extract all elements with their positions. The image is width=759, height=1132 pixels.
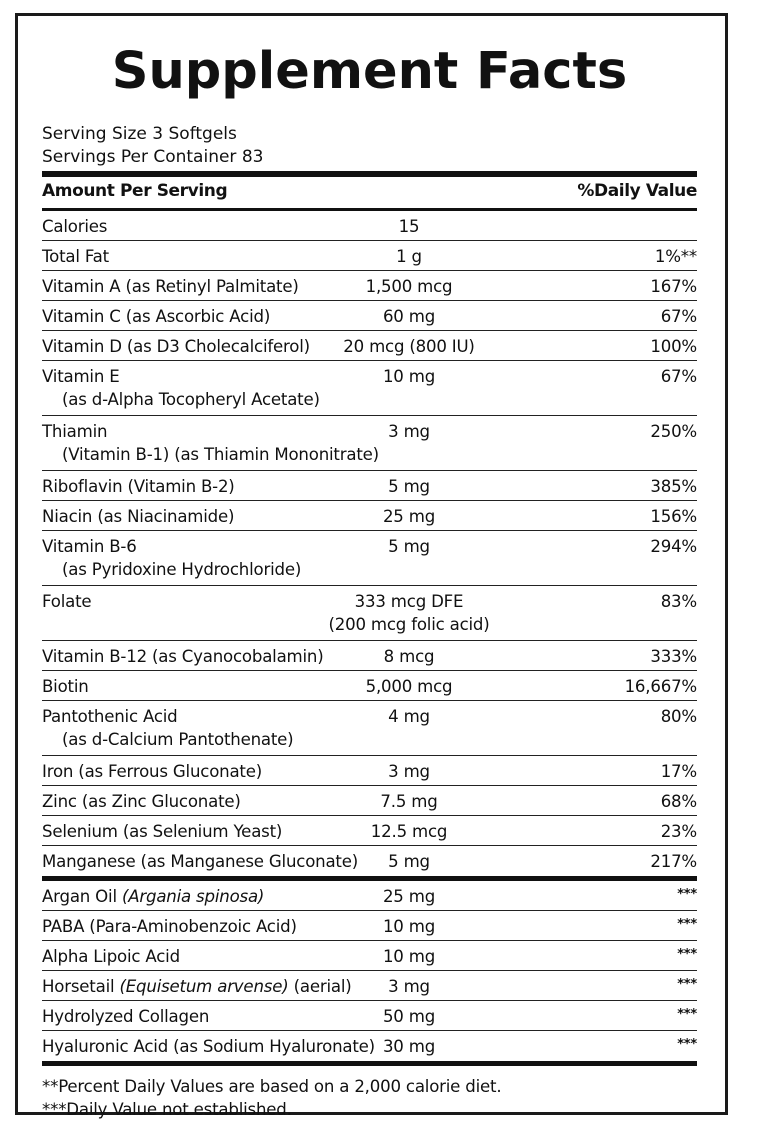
nutrient-amount-main: 5,000 mcg bbox=[365, 677, 453, 696]
nutrient-daily-value: 156% bbox=[650, 507, 697, 526]
nutrient-name-sub: (Vitamin B-1) (as Thiamin Mononitrate) bbox=[62, 445, 379, 464]
ingredient-name-latin: (Equisetum arvense) bbox=[119, 977, 289, 996]
nutrient-amount bbox=[371, 820, 447, 843]
nutrient-daily-value: 100% bbox=[650, 337, 697, 356]
nutrient-amount-main: 7.5 mg bbox=[380, 792, 438, 811]
ingredient-row bbox=[42, 941, 697, 971]
nutrient-amount bbox=[366, 675, 453, 698]
serving-size: Serving Size 3 Softgels bbox=[42, 124, 237, 144]
ingredient-amount: 25 mg bbox=[382, 887, 436, 906]
nutrient-daily-value: 16,667% bbox=[624, 677, 697, 696]
nutrient-amount-main: 20 mcg (800 IU) bbox=[343, 337, 475, 356]
supplement-facts-panel bbox=[15, 13, 728, 1119]
nutrient-name bbox=[42, 535, 301, 581]
nutrient-amount-main: 4 mg bbox=[388, 707, 430, 726]
nutrient-name bbox=[42, 505, 234, 528]
nutrient-name bbox=[42, 305, 270, 328]
nutrient-daily-value: 80% bbox=[660, 707, 697, 726]
nutrient-name bbox=[42, 590, 91, 613]
nutrient-amount-main: 25 mg bbox=[382, 507, 436, 526]
nutrient-name-main: Vitamin A (as Retinyl Palmitate) bbox=[42, 277, 299, 296]
nutrient-name bbox=[42, 850, 358, 873]
nutrient-amount bbox=[388, 705, 430, 728]
nutrient-rows bbox=[42, 211, 697, 1066]
ingredient-amount: 3 mg bbox=[388, 977, 430, 996]
ingredient-daily-value: *** bbox=[677, 917, 697, 932]
ingredient-name-text: Argan Oil bbox=[42, 887, 122, 906]
ingredient-name-text: PABA (Para-Aminobenzoic Acid) bbox=[42, 917, 297, 936]
nutrient-row bbox=[42, 471, 697, 501]
nutrient-name-main: Selenium (as Selenium Yeast) bbox=[42, 822, 283, 841]
nutrient-daily-value: 17% bbox=[660, 762, 697, 781]
nutrient-daily-value: 217% bbox=[650, 852, 697, 871]
nutrient-name-main: Vitamin E bbox=[42, 367, 120, 386]
nutrient-daily-value: 67% bbox=[660, 307, 697, 326]
nutrient-row bbox=[42, 816, 697, 846]
nutrient-row bbox=[42, 586, 697, 641]
nutrient-daily-value: 23% bbox=[660, 822, 697, 841]
nutrient-name-main: Pantothenic Acid bbox=[42, 707, 178, 726]
ingredient-daily-value: *** bbox=[677, 887, 697, 902]
nutrient-name-main: Thiamin bbox=[42, 422, 108, 441]
ingredient-name bbox=[42, 945, 180, 968]
nutrient-amount bbox=[383, 365, 435, 388]
nutrient-name bbox=[42, 365, 320, 411]
ingredient-amount: 10 mg bbox=[382, 917, 436, 936]
nutrient-row bbox=[42, 271, 697, 301]
ingredient-name-text: Horsetail bbox=[42, 977, 120, 996]
nutrient-amount bbox=[343, 335, 474, 358]
ingredient-daily-value: *** bbox=[677, 1007, 697, 1022]
ingredient-row bbox=[42, 971, 697, 1001]
nutrient-daily-value: 68% bbox=[660, 792, 697, 811]
nutrient-amount bbox=[383, 305, 435, 328]
nutrient-name bbox=[42, 790, 241, 813]
nutrient-daily-value: 385% bbox=[650, 477, 697, 496]
nutrient-amount-main: 333 mcg DFE bbox=[354, 592, 464, 611]
panel-inner bbox=[42, 16, 697, 1119]
footnote-not-established: ***Daily Value not established. bbox=[42, 1100, 292, 1119]
ingredient-row bbox=[42, 1001, 697, 1031]
nutrient-amount-main: 5 mg bbox=[388, 477, 430, 496]
nutrient-amount bbox=[328, 590, 489, 636]
nutrient-name bbox=[42, 705, 293, 751]
nutrient-amount bbox=[388, 535, 430, 558]
ingredient-name-text: Alpha Lipoic Acid bbox=[42, 947, 180, 966]
nutrient-daily-value: 1%** bbox=[654, 247, 697, 266]
footnote-dv: **Percent Daily Values are based on a 2,000 calorie diet. bbox=[42, 1077, 502, 1096]
ingredient-name bbox=[42, 885, 264, 908]
nutrient-row bbox=[42, 846, 697, 876]
nutrient-name bbox=[42, 215, 107, 238]
nutrient-daily-value: 67% bbox=[660, 367, 697, 386]
nutrient-name-main: Vitamin B-12 (as Cyanocobalamin) bbox=[42, 647, 324, 666]
nutrient-name-sub: (as d-Calcium Pantothenate) bbox=[62, 730, 294, 749]
nutrient-daily-value: 250% bbox=[650, 422, 697, 441]
nutrient-amount bbox=[399, 215, 420, 238]
nutrient-name-main: Biotin bbox=[42, 677, 89, 696]
nutrient-name-main: Riboflavin (Vitamin B-2) bbox=[42, 477, 235, 496]
nutrient-daily-value: 333% bbox=[650, 647, 697, 666]
nutrient-name bbox=[42, 820, 282, 843]
nutrient-name bbox=[42, 675, 89, 698]
nutrient-row bbox=[42, 671, 697, 701]
ingredient-name bbox=[42, 1035, 375, 1058]
ingredient-row bbox=[42, 1031, 697, 1061]
nutrient-amount-main: 3 mg bbox=[388, 422, 430, 441]
ingredient-name-text: Hydrolyzed Collagen bbox=[42, 1007, 210, 1026]
nutrient-amount-main: 10 mg bbox=[382, 367, 436, 386]
nutrient-row bbox=[42, 301, 697, 331]
nutrient-name-main: Vitamin B-6 bbox=[42, 537, 137, 556]
ingredient-row bbox=[42, 881, 697, 911]
ingredient-name-latin: (Argania spinosa) bbox=[121, 887, 265, 906]
nutrient-name bbox=[42, 275, 299, 298]
nutrient-row bbox=[42, 531, 697, 586]
nutrient-name bbox=[42, 475, 235, 498]
nutrient-amount-main: 1,500 mcg bbox=[365, 277, 453, 296]
nutrient-amount bbox=[383, 505, 435, 528]
nutrient-name-main: Total Fat bbox=[42, 247, 109, 266]
nutrient-daily-value: 294% bbox=[650, 537, 697, 556]
nutrient-amount-sub: (200 mcg folic acid) bbox=[328, 615, 490, 634]
nutrient-name bbox=[42, 645, 324, 668]
nutrient-name bbox=[42, 335, 310, 358]
nutrient-name-main: Calories bbox=[42, 217, 108, 236]
nutrient-row bbox=[42, 416, 697, 471]
daily-value-label: %Daily Value bbox=[577, 181, 697, 201]
ingredient-name bbox=[42, 1005, 209, 1028]
nutrient-daily-value: 167% bbox=[650, 277, 697, 296]
nutrient-amount-main: 3 mg bbox=[388, 762, 430, 781]
nutrient-name-main: Niacin (as Niacinamide) bbox=[42, 507, 235, 526]
nutrient-name bbox=[42, 760, 262, 783]
nutrient-amount bbox=[384, 645, 435, 668]
amount-per-serving-label: Amount Per Serving bbox=[42, 181, 228, 201]
nutrient-amount-main: 15 bbox=[398, 217, 420, 236]
nutrient-row bbox=[42, 501, 697, 531]
bottom-divider bbox=[42, 1061, 697, 1066]
nutrient-row bbox=[42, 241, 697, 271]
ingredient-daily-value: *** bbox=[677, 1037, 697, 1052]
nutrient-row bbox=[42, 211, 697, 241]
ingredient-row bbox=[42, 911, 697, 941]
nutrient-name-main: Folate bbox=[42, 592, 92, 611]
nutrient-amount bbox=[388, 420, 430, 443]
nutrient-amount bbox=[396, 245, 422, 268]
panel-title: Supplement Facts bbox=[111, 42, 628, 101]
nutrient-name bbox=[42, 245, 109, 268]
nutrient-amount-main: 60 mg bbox=[382, 307, 436, 326]
nutrient-name-main: Vitamin D (as D3 Cholecalciferol) bbox=[42, 337, 310, 356]
nutrient-row bbox=[42, 786, 697, 816]
ingredient-amount: 10 mg bbox=[382, 947, 436, 966]
nutrient-amount-main: 5 mg bbox=[388, 537, 430, 556]
nutrient-amount-main: 5 mg bbox=[388, 852, 430, 871]
ingredient-name-text: Hyaluronic Acid (as Sodium Hyaluronate) bbox=[42, 1037, 375, 1056]
ingredient-daily-value: *** bbox=[677, 977, 697, 992]
nutrient-row bbox=[42, 361, 697, 416]
ingredient-name bbox=[42, 975, 352, 998]
nutrient-amount bbox=[388, 850, 430, 873]
nutrient-daily-value: 83% bbox=[660, 592, 697, 611]
nutrient-row bbox=[42, 331, 697, 361]
nutrient-name-sub: (as d-Alpha Tocopheryl Acetate) bbox=[62, 390, 320, 409]
ingredient-daily-value: *** bbox=[677, 947, 697, 962]
nutrient-name bbox=[42, 420, 379, 466]
nutrient-amount bbox=[366, 275, 453, 298]
servings-per-container: Servings Per Container 83 bbox=[42, 147, 264, 167]
nutrient-name-sub: (as Pyridoxine Hydrochloride) bbox=[62, 560, 302, 579]
ingredient-amount: 30 mg bbox=[382, 1037, 436, 1056]
nutrient-name-main: Iron (as Ferrous Gluconate) bbox=[42, 762, 263, 781]
nutrient-name-main: Vitamin C (as Ascorbic Acid) bbox=[42, 307, 271, 326]
ingredient-name-part: (aerial) bbox=[288, 977, 352, 996]
nutrient-name-main: Zinc (as Zinc Gluconate) bbox=[42, 792, 241, 811]
nutrient-amount-main: 12.5 mcg bbox=[370, 822, 448, 841]
nutrient-name-main: Manganese (as Manganese Gluconate) bbox=[42, 852, 359, 871]
nutrient-amount bbox=[388, 475, 430, 498]
ingredient-amount: 50 mg bbox=[382, 1007, 436, 1026]
nutrient-amount bbox=[380, 790, 437, 813]
nutrient-amount-main: 1 g bbox=[396, 247, 422, 266]
table-header bbox=[42, 176, 697, 206]
nutrient-amount-main: 8 mcg bbox=[383, 647, 435, 666]
nutrient-row bbox=[42, 701, 697, 756]
nutrient-row bbox=[42, 756, 697, 786]
nutrient-row bbox=[42, 641, 697, 671]
ingredient-name bbox=[42, 915, 297, 938]
nutrient-amount bbox=[388, 760, 430, 783]
